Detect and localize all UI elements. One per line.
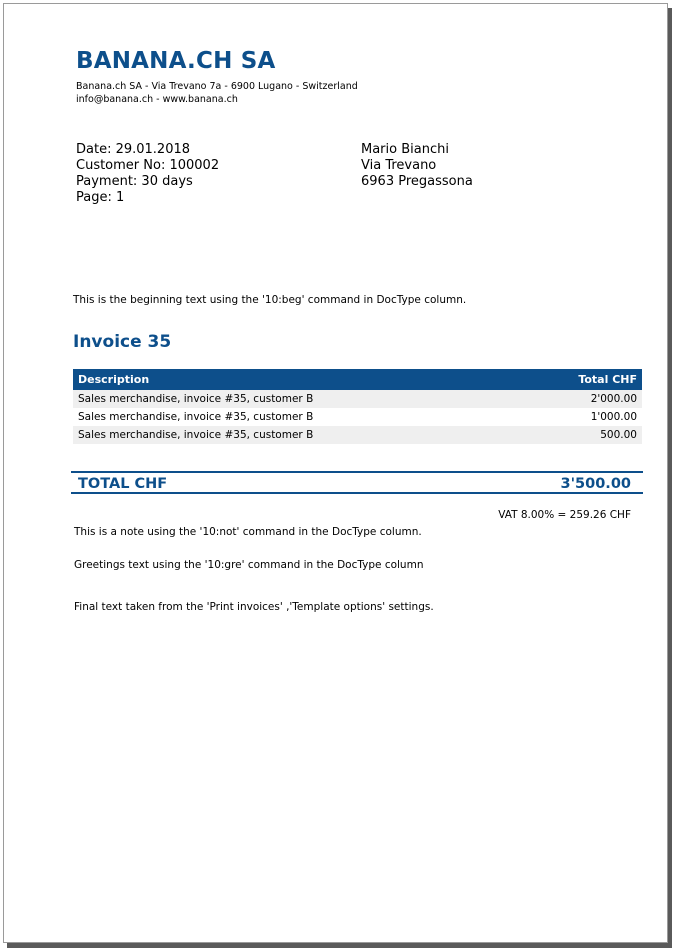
row-total: 2'000.00	[518, 390, 642, 408]
total-amount: 3'500.00	[560, 476, 631, 492]
recipient-name: Mario Bianchi	[361, 142, 449, 157]
invoice-date: Date: 29.01.2018	[76, 142, 191, 157]
payment-terms: Payment: 30 days	[76, 174, 193, 189]
company-address: Banana.ch SA - Via Trevano 7a - 6900 Lugano - Switzerland	[76, 81, 358, 92]
total-bottom-divider	[71, 492, 643, 494]
invoice-title: Invoice 35	[73, 332, 172, 352]
begin-text: This is the beginning text using the '10:beg' command in DocType column.	[73, 294, 467, 306]
recipient-street: Via Trevano	[361, 158, 437, 173]
vat-summary: VAT 8.00% = 259.26 CHF	[498, 509, 631, 521]
final-text: Final text taken from the 'Print invoices' ,'Template options' settings.	[74, 601, 434, 613]
table-row	[73, 426, 642, 444]
company-name: BANANA.CH SA	[76, 48, 276, 74]
table-row	[73, 408, 642, 426]
greetings-text: Greetings text using the '10:gre' command in the DocType column	[74, 559, 424, 571]
recipient-address	[361, 142, 473, 190]
total-top-divider	[71, 471, 643, 473]
row-total: 1'000.00	[590, 411, 637, 423]
table-header-row	[73, 369, 642, 390]
row-description: Sales merchandise, invoice #35, customer B	[73, 426, 518, 444]
total-label: TOTAL CHF	[78, 476, 168, 492]
table-row	[73, 390, 642, 408]
invoice-page	[3, 3, 668, 943]
note-text: This is a note using the '10:not' command in the DocType column.	[74, 526, 422, 538]
company-contact: info@banana.ch - www.banana.ch	[76, 94, 238, 105]
row-total: 500.00	[518, 426, 642, 444]
invoice-items-table	[73, 369, 642, 444]
recipient-city: 6963 Pregassona	[361, 174, 473, 189]
column-header-total: Total CHF	[518, 369, 642, 390]
customer-number: Customer No: 100002	[76, 158, 220, 173]
row-description: Sales merchandise, invoice #35, customer B	[73, 390, 518, 408]
column-header-description: Description	[73, 369, 518, 390]
invoice-info-block	[76, 142, 219, 206]
page-number: Page: 1	[76, 190, 125, 205]
row-description: Sales merchandise, invoice #35, customer B	[78, 411, 314, 423]
